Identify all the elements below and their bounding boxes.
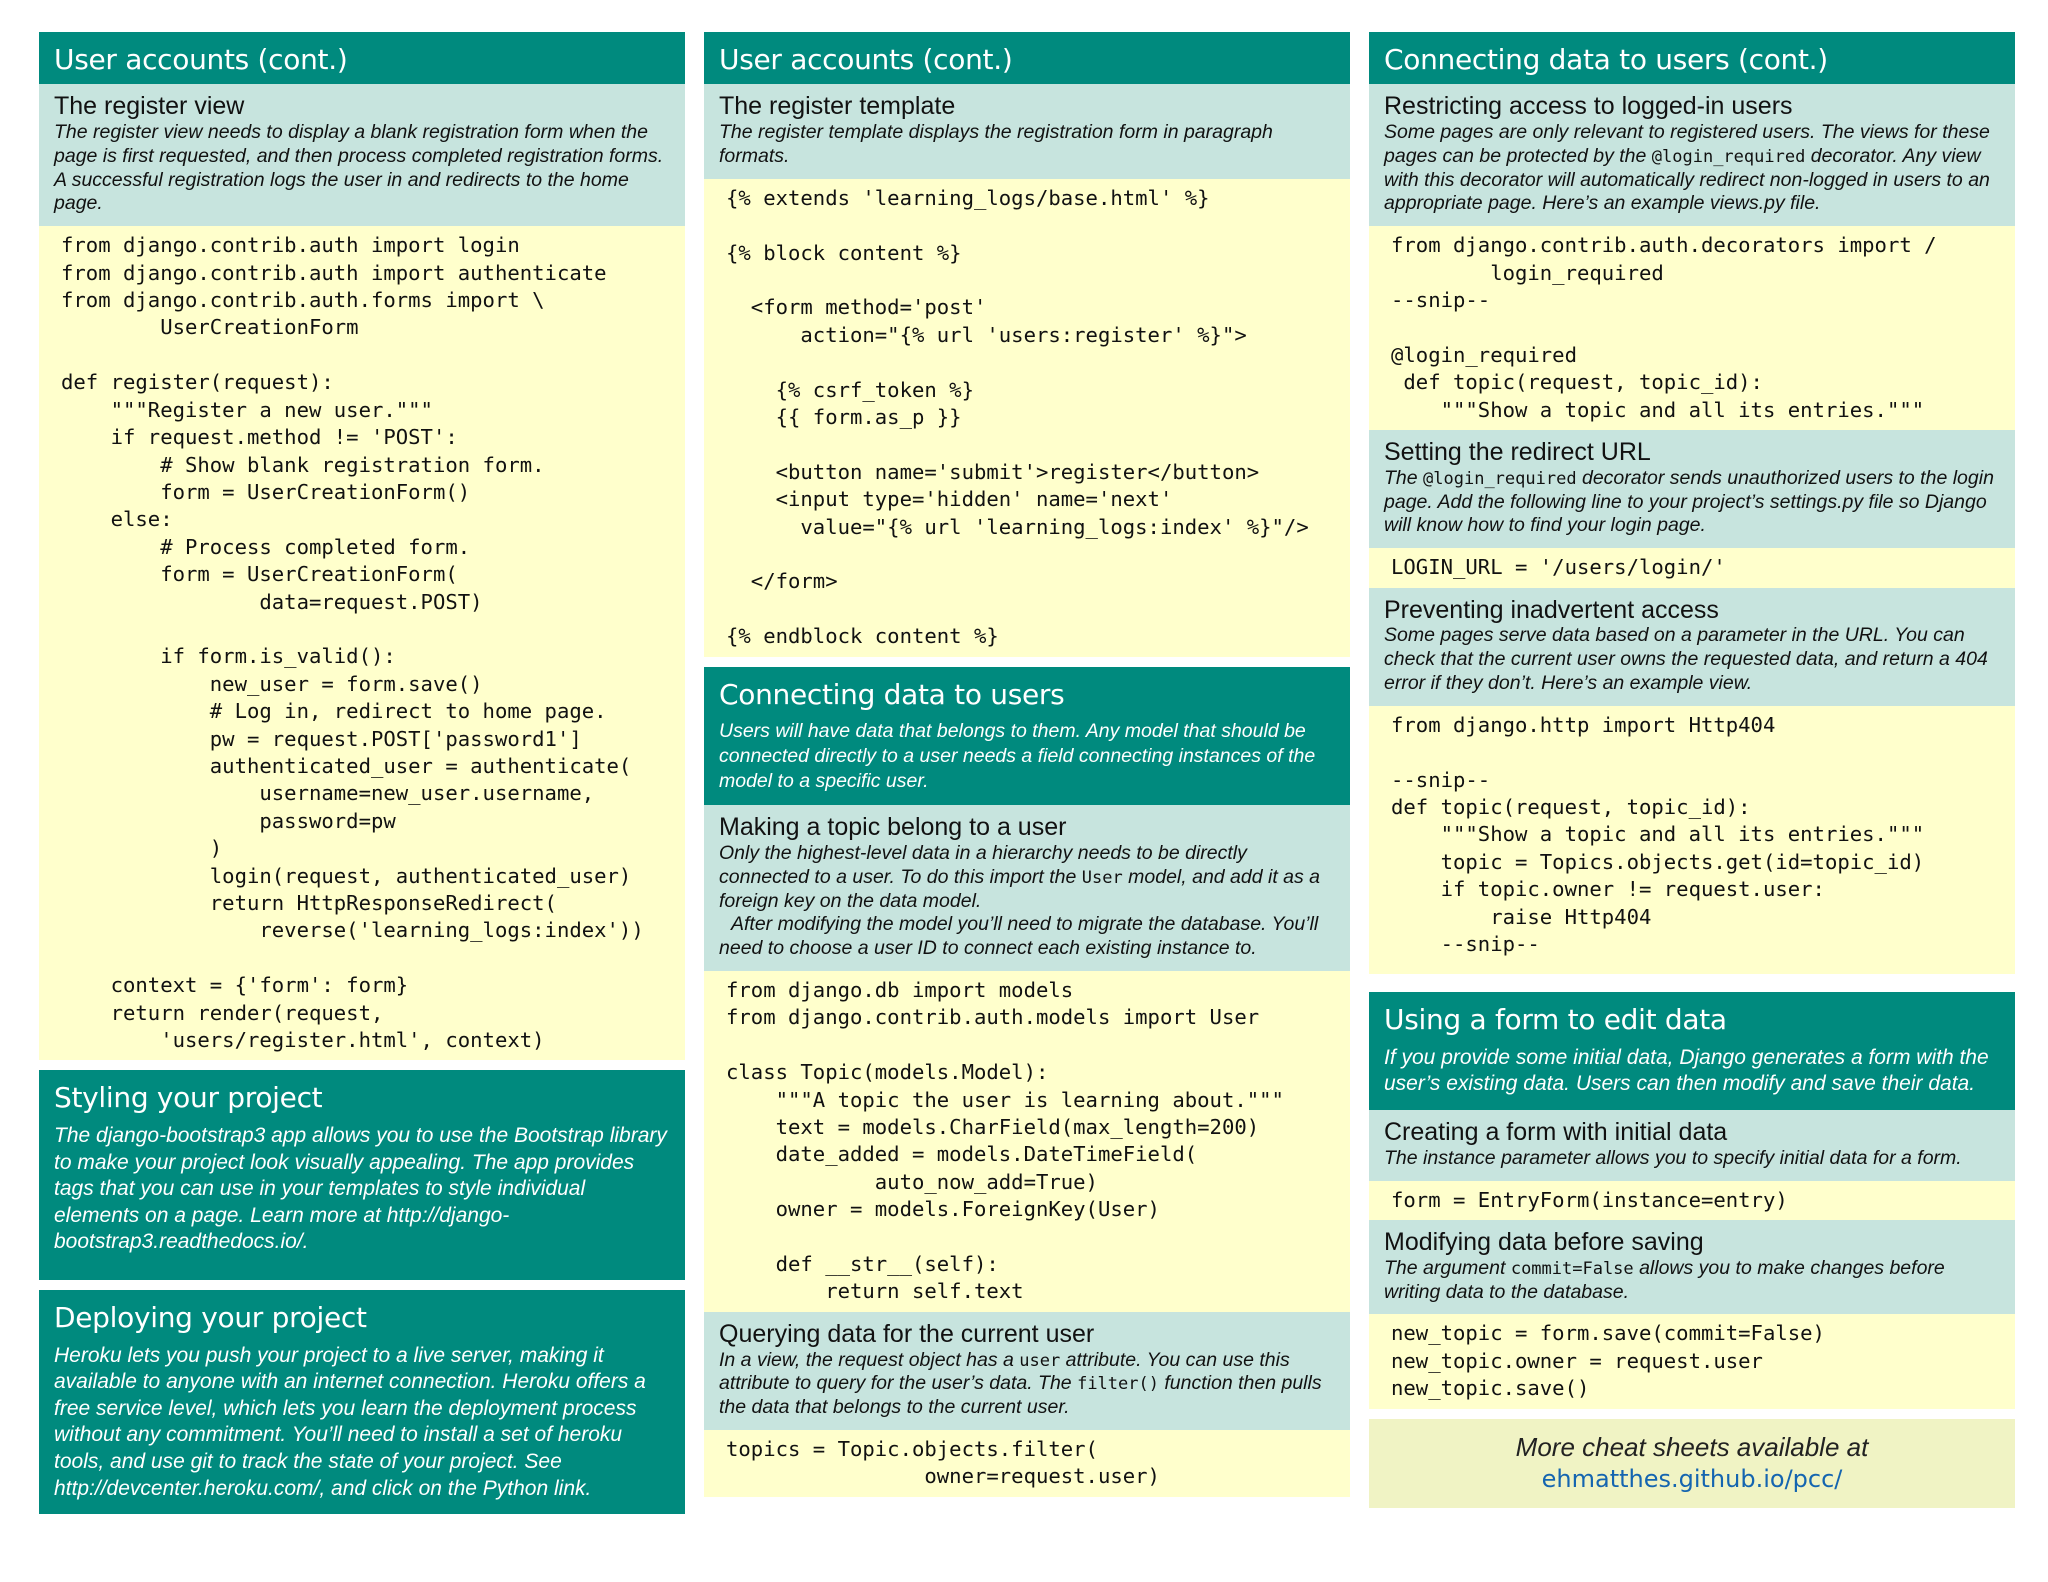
section-header: Using a form to edit data [1369,992,2015,1044]
column-1 [39,32,685,1524]
subsection-description-2: After modifying the model you’ll need to migrate the database. You’ll need to choose a user ID to connect each existing instance to. [719,913,1319,960]
subsection-description: Only the highest-level data in a hierarchy needs to be directly connected to a user. To do this import the User model, and add it as a foreign key on the data model. [719,842,1321,912]
code-block: from django.http import Http404 --snip-- def topic(request, topic_id): """Show a topic and all its entries.""" topic = Topics.objects.get(id=topic_id) if topic.owner != request.user: raise Http404 --snip-- [1369,706,2015,975]
modifying-intro [1369,1220,2015,1314]
user-accounts-section-1 [39,32,685,1060]
subsection-description: The instance parameter allows you to specify initial data for a form. [1384,1146,1962,1169]
code-block: new_topic = form.save(commit=False) new_topic.owner = request.user new_topic.save() [1369,1314,2015,1408]
subsection-title: Setting the redirect URL [1384,438,1651,467]
section-header: Connecting data to users [704,667,1350,719]
user-accounts-section-2 [704,32,1350,657]
code-block: form = EntryForm(instance=entry) [1369,1181,2015,1220]
subsection-title: Modifying data before saving [1384,1228,1704,1256]
column-2 [704,32,1350,1507]
subsection-description: Some pages serve data based on a parameter in the URL. You can check that the current user owns the requested data, and return a 404 error if they don’t. Here’s an example view. [1384,624,1988,694]
section-header: User accounts (cont.) [39,32,685,84]
redirect-intro [1369,430,2015,548]
querying-intro [704,1312,1350,1430]
section-body: If you provide some initial data, Django generates a form with the user’s existing data. Users can then modify and save their data. [1369,1045,2015,1110]
section-body: Users will have data that belongs to them. Any model that should be connected directly to a user needs a field connecting instances of the model to a specific user. [704,719,1350,805]
section-header: Connecting data to users (cont.) [1369,32,2015,84]
section-header: Deploying your project [39,1290,685,1342]
register-template-intro [704,84,1350,178]
section-body: The django-bootstrap3 app allows you to use the Bootstrap library to make your project look visually appealing. The app provides tags that you can use in your templates to style individual elements on a page. Learn more at http://django-bootstrap3.readthedocs.io/. [39,1123,685,1280]
code-block: LOGIN_URL = '/users/login/' [1369,548,2015,587]
subsection-description: The register view needs to display a blank registration form when the page is first requested, and then process completed registration forms. A successful registration logs the user in and redirects to the home page. [54,121,664,215]
subsection-description: The argument commit=False allows you to make changes before writing data to the database. [1384,1256,1945,1303]
subsection-description: Some pages are only relevant to registered users. The views for these pages can be protected by the @login_required decorator. Any view with this decorator will automatically redirect non-logged in users to an appropriate page. Here’s an example views.py file. [1384,121,1990,215]
topic-belong-intro [704,805,1350,971]
column-3 [1369,32,2015,1508]
register-view-intro [39,84,685,226]
styling-section [39,1070,685,1280]
deploying-section [39,1290,685,1514]
restricting-intro [1369,84,2015,226]
subsection-title: The register template [719,92,956,121]
subsection-title: Creating a form with initial data [1384,1118,1728,1147]
section-header: Styling your project [39,1070,685,1122]
code-block: from django.db import models from django.contrib.auth.models import User class Topic(models.Model): """A topic the user is learning about.""" text = models.CharField(max_length=200) date_added = models.DateTimeField( auto_now_add=True) owner = models.ForeignKey(User) def __str__(self): return self.text [704,971,1350,1312]
code-block: from django.contrib.auth.decorators import / login_required --snip-- @login_required def topic(request, topic_id): """Show a topic and all its entries.""" [1369,226,2015,430]
footer-text: More cheat sheets available at [1515,1431,1869,1462]
subsection-description: The @login_required decorator sends unauthorized users to the login page. Add the following line to your project’s settings.py file so Django will know how to find your login page. [1384,466,1994,537]
subsection-title: Preventing inadvertent access [1384,595,1719,624]
subsection-title: Making a topic belong to a user [719,813,1067,842]
section-header: User accounts (cont.) [704,32,1350,84]
code-block: from django.contrib.auth import login from django.contrib.auth import authenticate from django.contrib.auth.forms import \ UserCreationForm def register(request): """Register a new user.""" if request.method != 'POST': # Show blank registration form. form = UserCreationForm() else: # Process completed form. form = UserCreationForm( data=request.POST) if form.is_valid(): new_user = form.save() # Log in, redirect to home page. pw = request.POST['password1'] authenticated_user = authenticate( username=new_user.username, password=pw ) login(request, authenticated_user) return HttpResponseRedirect( reverse('learning_logs:index')) context = {'form': form} return render(request, 'users/register.html', context) [39,226,685,1060]
subsection-title: Querying data for the current user [719,1319,1095,1348]
connecting-data-section [704,667,1350,1497]
edit-form-section [1369,992,2015,1408]
connecting-data-cont-section [1369,32,2015,974]
subsection-description: In a view, the request object has a user attribute. You can use this attribute to query for the user’s data. The filter() function then pulls the data that belongs to the current user. [719,1348,1322,1419]
preventing-intro [1369,588,2015,706]
subsection-title: The register view [54,92,245,121]
footer-link[interactable]: ehmatthes.github.io/pcc/ [1541,1465,1843,1494]
code-block: topics = Topic.objects.filter( owner=request.user) [704,1430,1350,1497]
code-block: {% extends 'learning_logs/base.html' %} {% block content %} <form method='post' action="{% url 'users:register' %}"> {% csrf_token %} {{ form.as_p }} <button name='submit'>register</button> <input type='hidden' name='next' value="{% url 'learning_logs:index' %}"/> </form> {% endblock content %} [704,179,1350,657]
subsection-description: The register template displays the registration form in paragraph formats. [719,121,1273,167]
footer-banner [1369,1419,2015,1508]
subsection-title: Restricting access to logged-in users [1384,92,1793,121]
section-body: Heroku lets you push your project to a live server, making it available to anyone with an internet connection. Heroku offers a free service level, which lets you learn the deployment process without any commitment. You’ll need to install a set of heroku tools, and use git to track the state of your project. See http://devcenter.heroku.com/, and click on the Python link. [39,1343,685,1515]
initial-data-intro [1369,1110,2015,1181]
